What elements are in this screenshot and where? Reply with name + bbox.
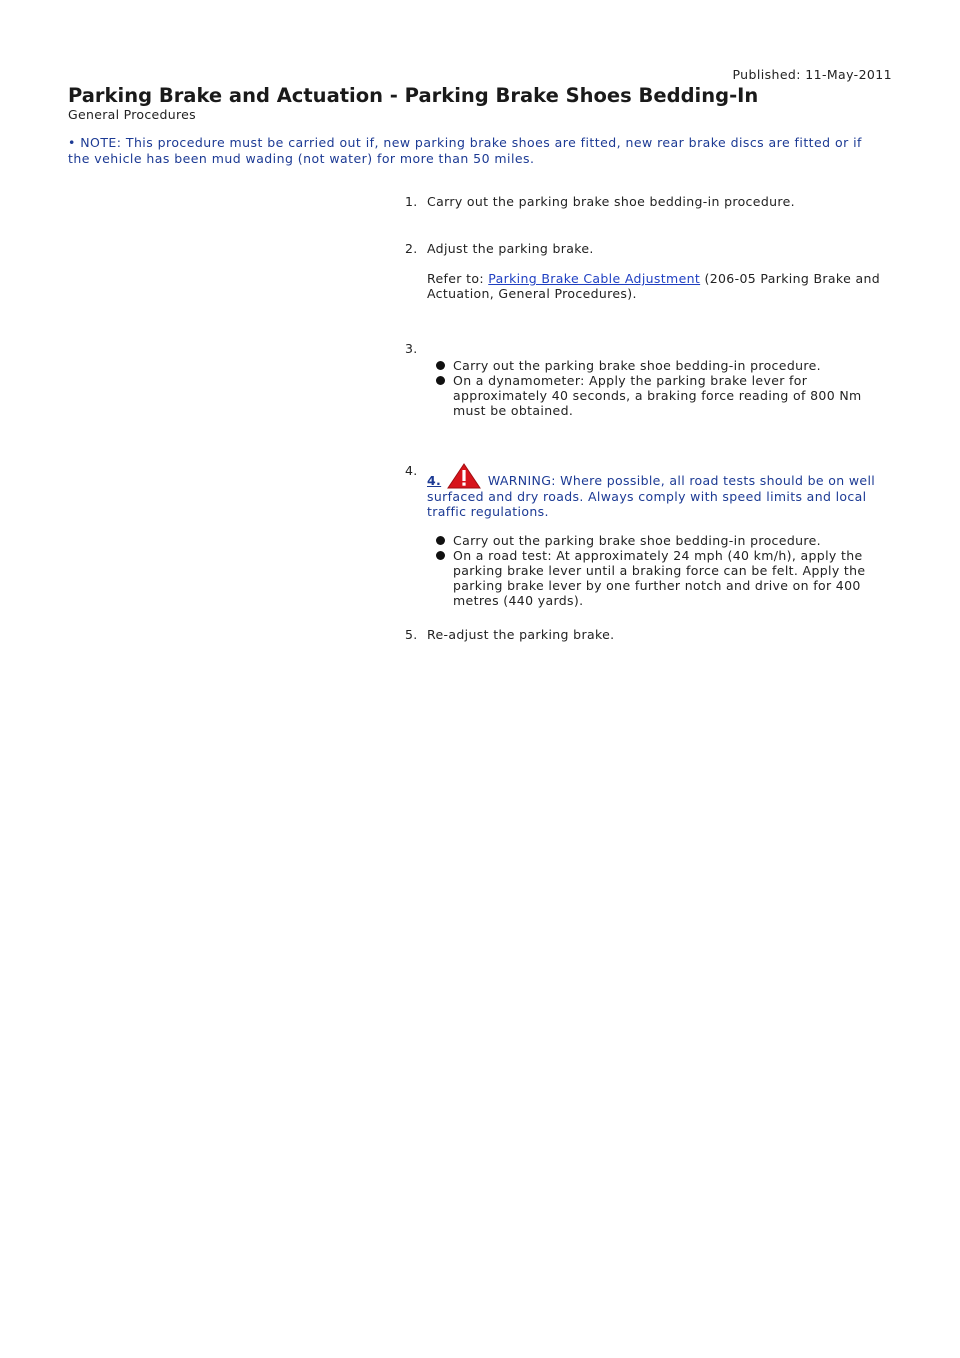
step-number: 4.: [405, 463, 418, 478]
parking-brake-cable-adjustment-link[interactable]: Parking Brake Cable Adjustment: [488, 271, 701, 286]
warning: [427, 463, 887, 519]
step-bullets: [405, 358, 887, 418]
page-title: Parking Brake and Actuation - Parking Brake Shoes Bedding-In: [68, 84, 759, 107]
step-5: [405, 627, 887, 642]
refer-prefix: Refer to:: [427, 271, 489, 286]
step-4: [405, 463, 887, 608]
warning-triangle-icon: [447, 463, 481, 489]
page-subtitle: General Procedures: [68, 107, 196, 122]
warning-text: WARNING: Where possible, all road tests should be on well surfaced and dry roads. Always comply with speed limits and local traffic regulations.: [427, 473, 876, 519]
step-bullets: [427, 533, 887, 608]
bullet-item: Carry out the parking brake shoe bedding-in procedure.: [453, 533, 887, 548]
refer-suffix: (206-05 Parking Brake and Actuation, General Procedures).: [427, 271, 881, 301]
bullet-item: On a road test: At approximately 24 mph (40 km/h), apply the parking brake lever until a braking force can be felt. Apply the parking brake lever by one further notch and drive on for 400 metres (440 yards).: [453, 548, 887, 608]
step-number: 3.: [405, 341, 418, 356]
published-date: Published: 11-May-2011: [732, 67, 892, 82]
step-text: Re-adjust the parking brake.: [427, 627, 615, 642]
note-text: • NOTE: This procedure must be carried out if, new parking brake shoes are fitted, new rear brake discs are fitted or if the vehicle has been mud wading (not water) for more than 50 miles.: [68, 135, 862, 166]
bullet-item: On a dynamometer: Apply the parking brake lever for approximately 40 seconds, a braking force reading of 800 Nm must be obtained.: [453, 373, 887, 418]
step-text: Adjust the parking brake.: [427, 241, 594, 256]
step-2: [405, 241, 887, 301]
bullet-item: Carry out the parking brake shoe bedding-in procedure.: [453, 358, 887, 373]
step-number: 1.: [405, 194, 418, 209]
step-1: [405, 194, 887, 209]
step-3: [405, 341, 887, 418]
warning-number: 4.: [427, 473, 442, 488]
step-number: 5.: [405, 627, 418, 642]
step-text: Carry out the parking brake shoe bedding-in procedure.: [427, 194, 795, 209]
refer-to: [427, 271, 887, 301]
step-number: 2.: [405, 241, 418, 256]
